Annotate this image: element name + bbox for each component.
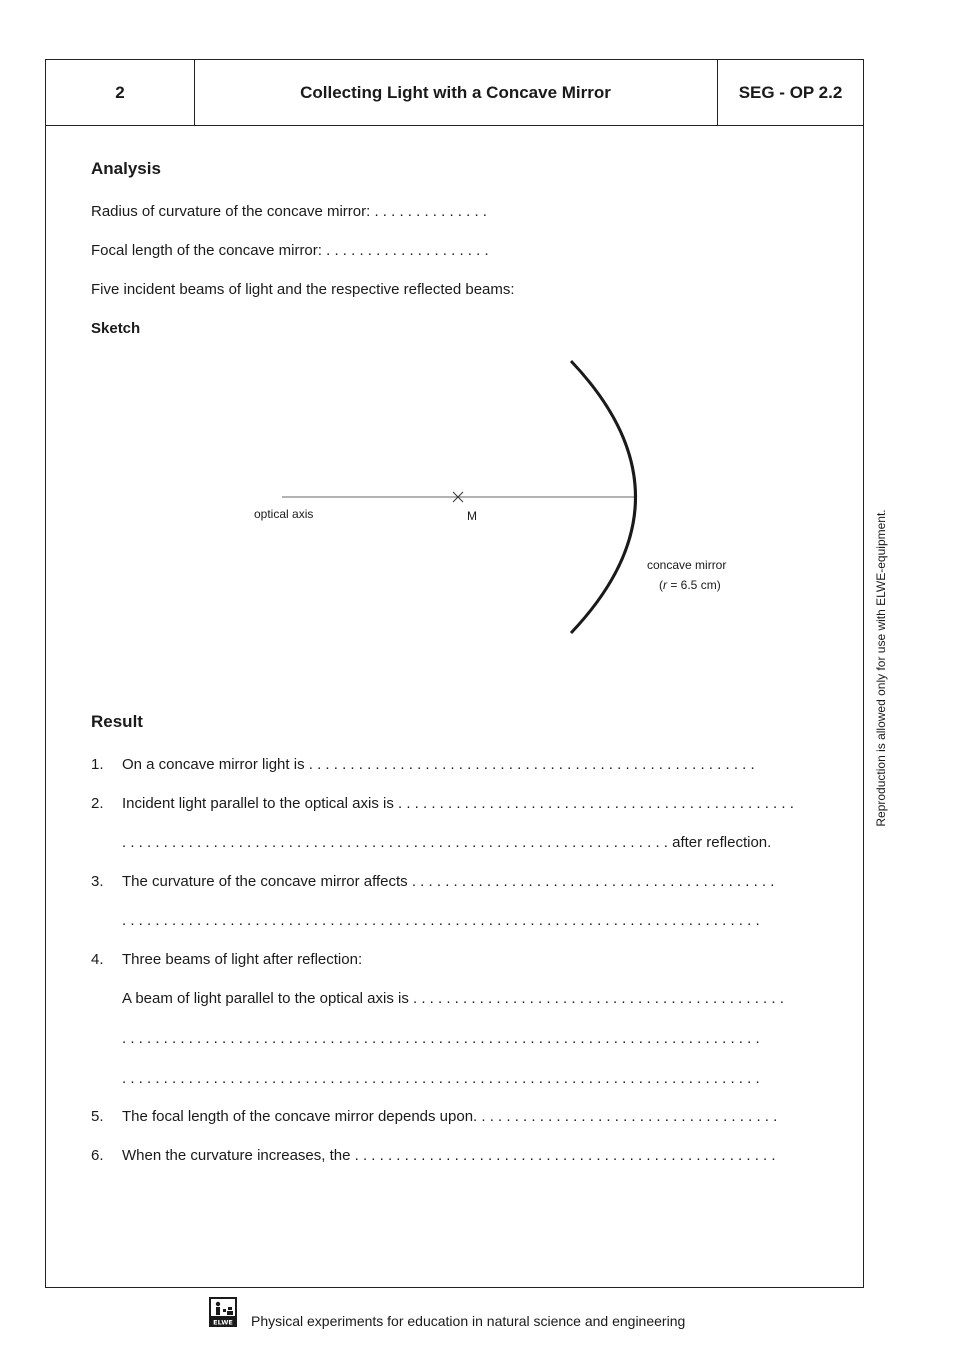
svg-text:ELWE: ELWE [213, 1318, 233, 1327]
item-number: 6. [91, 1147, 104, 1164]
incident-beams-line: Five incident beams of light and the respective reflected beams: [91, 281, 515, 298]
radius-line: Radius of curvature of the concave mirror: . . . . . . . . . . . . . . [91, 203, 487, 220]
mirror-label: concave mirror [647, 558, 727, 572]
focal-length-line: Focal length of the concave mirror: . . . . . . . . . . . . . . . . . . . . [91, 242, 489, 259]
elwe-logo-icon [209, 1297, 237, 1327]
result-heading: Result [91, 712, 143, 731]
page-title: Collecting Light with a Concave Mirror [194, 60, 718, 125]
result-item-4-c: . . . . . . . . . . . . . . . . . . . . . . . . . . . . . . . . . . . . . . . . . . . . . . . . . . . . . . . . . . . . . . . . . . . . . . . . . . . . . [122, 1070, 760, 1087]
page-number: 2 [46, 60, 195, 125]
document-code: SEG - OP 2.2 [738, 82, 843, 102]
analysis-heading: Analysis [91, 159, 161, 178]
result-item-1: On a concave mirror light is . . . . . . . . . . . . . . . . . . . . . . . . . . . . . . . . . . . . . . . . . . . . . . . . . . . . . . [122, 756, 755, 773]
sketch-heading: Sketch [91, 320, 141, 337]
result-item-5: The focal length of the concave mirror depends upon. . . . . . . . . . . . . . . . . . . . . . . . . . . . . . . . . . . . . [122, 1108, 778, 1125]
result-item-2: Incident light parallel to the optical axis is . . . . . . . . . . . . . . . . . . . . . . . . . . . . . . . . . . . . . . . . . . . . . . . . [122, 795, 794, 812]
footer-text: Physical experiments for education in natural science and engineering [251, 1313, 686, 1329]
item-number: 3. [91, 873, 104, 890]
item-number: 2. [91, 795, 104, 812]
result-item-3: The curvature of the concave mirror affects . . . . . . . . . . . . . . . . . . . . . . . . . . . . . . . . . . . . . . . . . . . . [122, 873, 775, 890]
item-number: 4. [91, 951, 104, 968]
item-number: 5. [91, 1108, 104, 1125]
item-number: 1. [91, 756, 104, 773]
result-item-4-a: A beam of light parallel to the optical axis is . . . . . . . . . . . . . . . . . . . . . . . . . . . . . . . . . . . . . . . . . . . . . [122, 990, 784, 1007]
radius-label: (r = 6.5 cm) [659, 578, 721, 592]
optical-axis-label: optical axis [254, 507, 314, 521]
center-label: M [467, 509, 477, 523]
result-item-2-cont: . . . . . . . . . . . . . . . . . . . . . . . . . . . . . . . . . . . . . . . . . . . . . . . . . . . . . . . . . . . . . . . . . . after reflection. [122, 834, 772, 851]
result-item-4-b: . . . . . . . . . . . . . . . . . . . . . . . . . . . . . . . . . . . . . . . . . . . . . . . . . . . . . . . . . . . . . . . . . . . . . . . . . . . . . [122, 1030, 760, 1047]
result-item-6: When the curvature increases, the . . . . . . . . . . . . . . . . . . . . . . . . . . . . . . . . . . . . . . . . . . . . . . . . . . . [122, 1147, 776, 1164]
reproduction-note: Reproduction is allowed only for use with ELWE-equipment. [874, 509, 888, 827]
result-item-3-cont: . . . . . . . . . . . . . . . . . . . . . . . . . . . . . . . . . . . . . . . . . . . . . . . . . . . . . . . . . . . . . . . . . . . . . . . . . . . . . [122, 912, 760, 929]
result-item-4: Three beams of light after reflection: [122, 951, 363, 968]
